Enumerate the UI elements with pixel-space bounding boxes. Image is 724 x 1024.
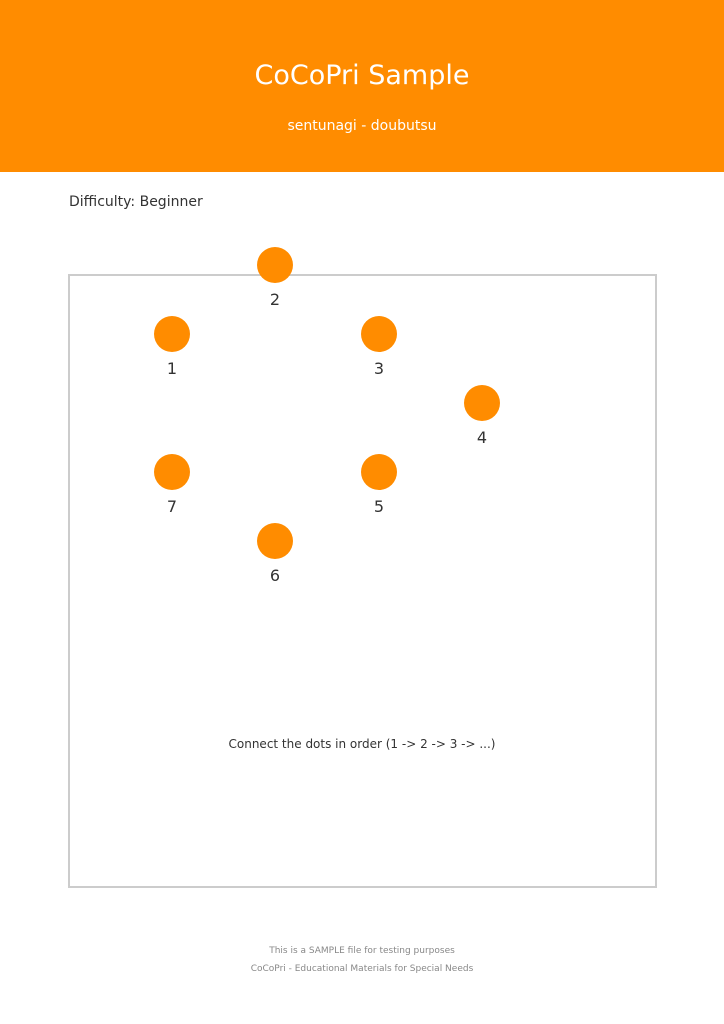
- dot-3: [361, 316, 397, 352]
- dot-label-5: 5: [373, 497, 385, 516]
- dot-4: [464, 385, 500, 421]
- dot-1: [154, 316, 190, 352]
- dot-5: [361, 454, 397, 490]
- dot-label-6: 6: [269, 566, 281, 585]
- dot-label-7: 7: [166, 497, 178, 516]
- difficulty-label: Difficulty: Beginner: [69, 194, 203, 210]
- footer-brand: CoCoPri - Educational Materials for Special Needs: [250, 964, 474, 974]
- dot-7: [154, 454, 190, 490]
- header-banner: [0, 0, 724, 172]
- dot-2: [257, 247, 293, 283]
- instruction-text: Connect the dots in order (1 -> 2 -> 3 -> ...): [228, 737, 496, 751]
- dot-label-1: 1: [166, 359, 178, 378]
- dot-label-3: 3: [373, 359, 385, 378]
- dot-6: [257, 523, 293, 559]
- page-subtitle: sentunagi - doubutsu: [287, 118, 437, 134]
- footer-sample-notice: This is a SAMPLE file for testing purposes: [269, 946, 455, 956]
- dot-label-2: 2: [269, 290, 281, 309]
- dot-label-4: 4: [476, 428, 488, 447]
- page-title: CoCoPri Sample: [254, 60, 470, 91]
